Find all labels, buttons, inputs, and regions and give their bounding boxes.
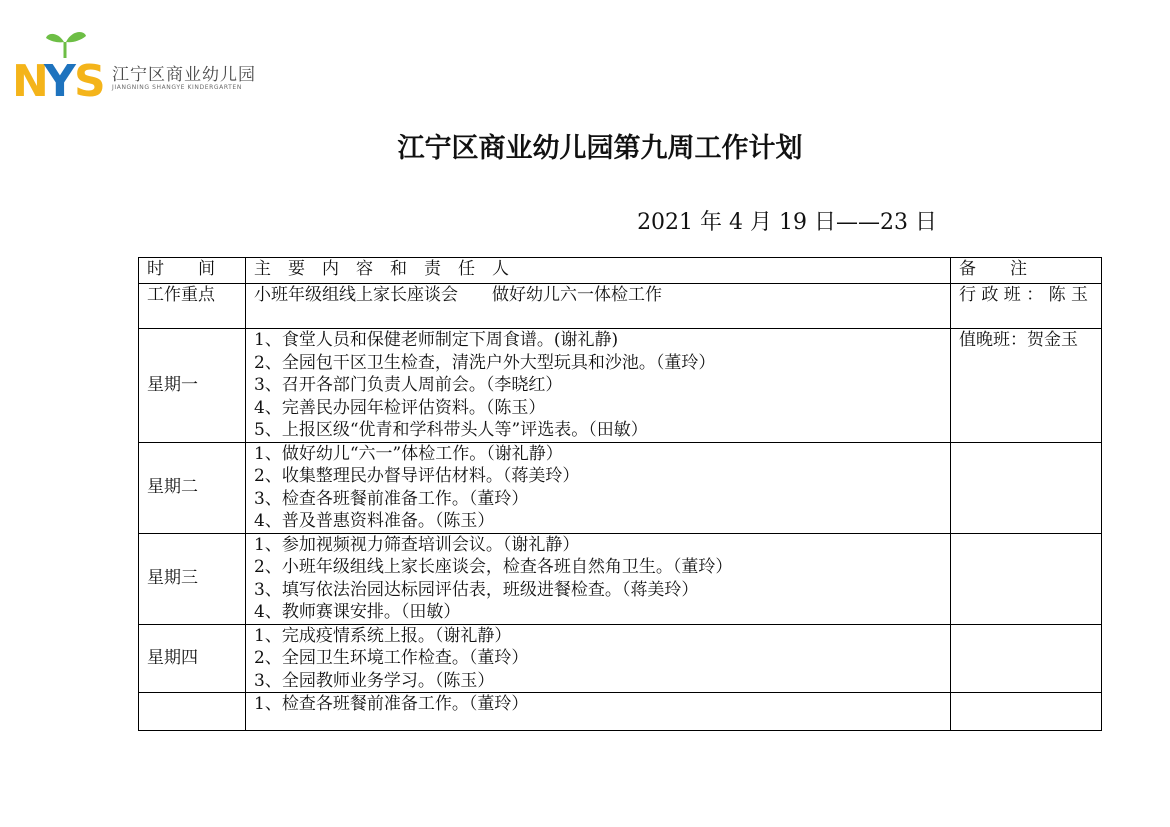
row-item: 2、全园卫生环境工作检查。（董玲） [254, 648, 529, 668]
row-note [951, 533, 1102, 624]
table-row [139, 284, 1102, 329]
table-header-row [139, 258, 1102, 284]
row-item: 4、教师赛课安排。（田敏） [254, 602, 461, 622]
row-note [951, 442, 1102, 533]
header-note: 备 注 [951, 258, 1102, 284]
logo-letter-n: N [12, 56, 49, 107]
row-item: 2、收集整理民办督导评估材料。（蒋美玲） [254, 466, 580, 486]
table-row [139, 693, 1102, 731]
logo-letter-s: S [74, 56, 106, 107]
row-item: 1、做好幼儿“六一”体检工作。（谢礼静） [254, 443, 563, 464]
row-item: 3、全园教师业务学习。（陈玉） [254, 670, 495, 691]
row-item: 4、完善民办园年检评估资料。（陈玉） [254, 397, 546, 418]
row-day [139, 693, 246, 731]
row-item: 1、完成疫情系统上报。（谢礼静） [254, 625, 512, 646]
row-item: 1、检查各班餐前准备工作。（董玲） [254, 694, 529, 714]
page-title: 江宁区商业幼儿园第九周工作计划 [397, 133, 803, 164]
row-item: 1、食堂人员和保健老师制定下周食谱。(谢礼静) [254, 330, 619, 350]
row-note [951, 624, 1102, 693]
table-row [139, 624, 1102, 693]
logo-letter-y: Y [44, 56, 76, 107]
row-item: 2、小班年级组线上家长座谈会，检查各班自然角卫生。（董玲） [254, 557, 733, 577]
logo-subtitle: JIANGNING SHANGYE KINDERGARTEN [112, 84, 242, 91]
row-day: 星期二 [139, 442, 246, 533]
row-item: 3、填写依法治园达标园评估表，班级进餐检查。（蒋美玲） [254, 579, 699, 600]
row-day: 星期三 [139, 533, 246, 624]
header-content: 主 要 内 容 和 责 任 人 [246, 258, 951, 284]
row-item: 3、检查各班餐前准备工作。（董玲） [254, 488, 529, 509]
date-range: 2021 年 4 月 19 日——23 日 [637, 210, 937, 235]
table-row [139, 329, 1102, 443]
row-item: 5、上报区级“优青和学科带头人等”评选表。（田敏） [254, 420, 648, 440]
row-note: 值晚班：贺金玉 [951, 329, 1102, 443]
logo-name: 江宁区商业幼儿园 [112, 65, 256, 85]
row-item: 3、召开各部门负责人周前会。（李晓红） [254, 375, 563, 395]
row-note: 行 政 班 ： 陈 玉 [951, 284, 1102, 329]
row-note [951, 693, 1102, 731]
row-day: 星期一 [139, 329, 246, 443]
header-time: 时 间 [139, 258, 246, 284]
row-item: 小班年级组线上家长座谈会 做好幼儿六一体检工作 [254, 285, 662, 305]
row-item: 4、普及普惠资料准备。（陈玉） [254, 511, 495, 531]
row-day: 工作重点 [139, 284, 246, 329]
nys-logo-mark [12, 28, 122, 108]
table-row [139, 533, 1102, 624]
row-day: 星期四 [139, 624, 246, 693]
table-row [139, 442, 1102, 533]
work-plan-table [138, 257, 1102, 731]
row-item: 2、全园包干区卫生检查，清洗户外大型玩具和沙池。（董玲） [254, 352, 716, 373]
row-item: 1、参加视频视力筛查培训会议。（谢礼静） [254, 534, 580, 555]
